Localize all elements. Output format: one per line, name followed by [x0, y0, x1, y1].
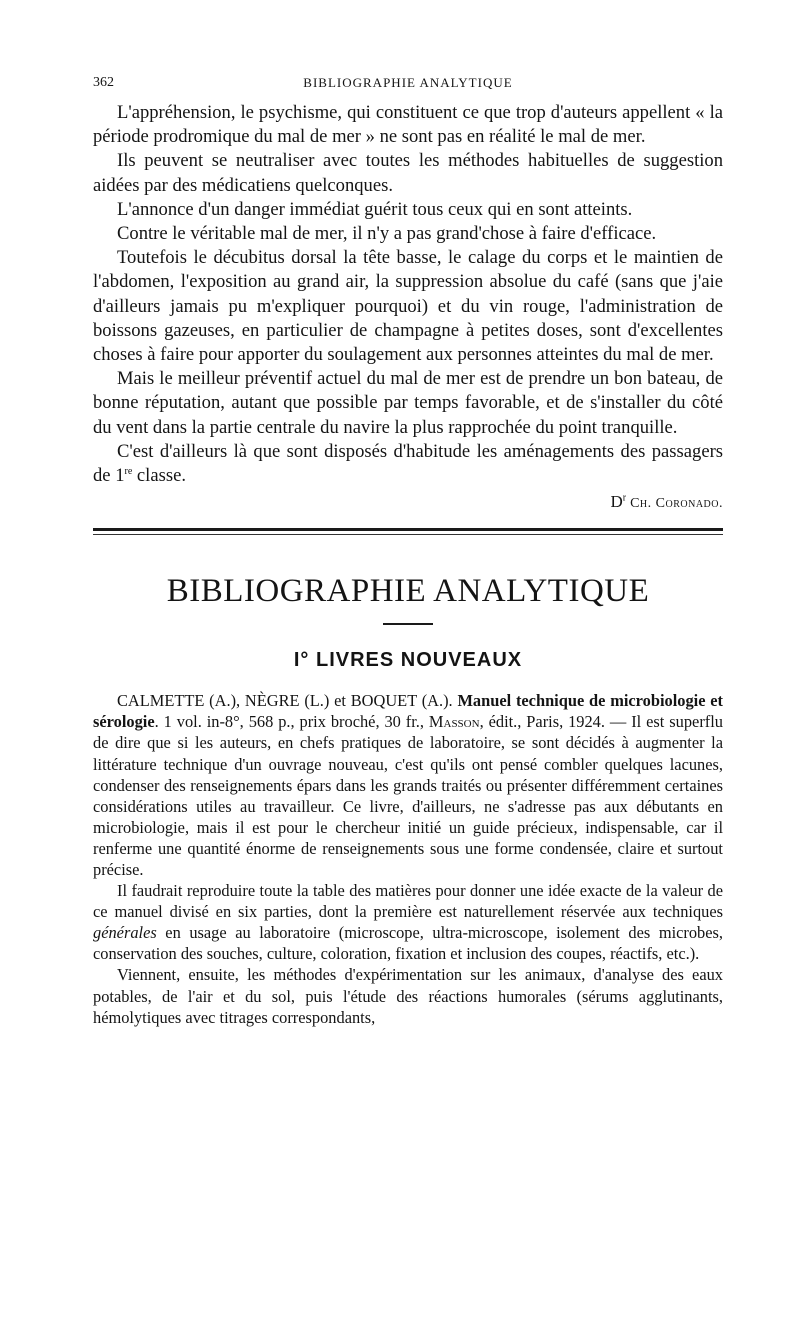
- page: [93, 75, 723, 1028]
- article-paragraph: Mais le meilleur préventif actuel du mal de mer est de prendre un bon bateau, de bonne réputation, autant que possible par temps favorable, et de s'installer du côté du vent dans la partie centrale du navire la plus rapprochée du point tranquille.: [93, 368, 723, 438]
- signature-prefix: D: [610, 492, 623, 512]
- review-text: , édit., Paris, 1924. — Il est superflu de dire que si les auteurs, en chefs pratiques de laboratoire, se sont décidés à augmenter la littérature technique d'un ouvrage nouveau, c'est qu'ils ont pensé combler quelques lacunes, condenser des renseignements épars dans les grands traités ou présenter différemment certaines considérations utiles au travailleur. Ce livre, d'ailleurs, ne s'adresse pas aux débutants en microbiologie, mais il est pour le chercheur initié un guide précieux, indispensable, car il renferme une quantité énorme de renseignements sous une forme condensée, claire et surtout précise.: [93, 712, 723, 879]
- article-paragraph: Toutefois le décubitus dorsal la tête basse, le calage du corps et le maintien de l'abdomen, l'exposition au grand air, la suppression absolue du café (sans que j'aie d'ailleurs jamais pu m'expliquer pourquoi) et du vin rouge, l'administration de boissons gazeuses, en particulier de champagne à petites doses, sont d'excellentes choses à faire pour apporter du soulagement aux personnes atteintes du mal de mer.: [93, 247, 723, 366]
- article-paragraph: Contre le véritable mal de mer, il n'y a pas grand'chose à faire d'efficace.: [117, 223, 657, 245]
- article-paragraph: L'appréhension, le psychisme, qui constituent ce que trop d'auteurs appellent « la période prodromique du mal de mer » ne sont pas en réalité le mal de mer.: [93, 102, 723, 148]
- page-number: 362: [93, 75, 114, 90]
- signature-name: Ch. Coronado.: [626, 496, 723, 512]
- review-paragraph: Viennent, ensuite, les méthodes d'expérimentation sur les animaux, d'analyse des eaux potables, de l'air et du sol, puis l'étude des réactions humorales (sérums agglutinants, hémolytiques avec titrages correspondants,: [93, 965, 723, 1027]
- running-head: [93, 75, 723, 101]
- text-run: classe.: [132, 465, 186, 487]
- title-underline: [383, 623, 433, 625]
- review-book-title: Manuel technique de microbiologie et sérologie: [93, 691, 724, 732]
- text-run: en usage au laboratoire (microscope, ultra-microscope, isolement des microbes, conservation des souches, culture, coloration, fixation et inclusion des coupes, réactifs, etc.).: [93, 923, 723, 964]
- review-authors: CALMETTE (A.), NÈGRE (L.) et BOQUET (A.).: [117, 691, 458, 711]
- text-run: C'est d'ailleurs là que sont disposés d'habitude les aménagements des passagers de 1: [93, 440, 723, 487]
- article-paragraph: Ils peuvent se neutraliser avec toutes les méthodes habituelles de suggestion aidées par des médicatiens quelconques.: [93, 150, 723, 196]
- book-review: [93, 690, 723, 1028]
- article-paragraph: L'annonce d'un danger immédiat guérit tous ceux qui en sont atteints.: [117, 198, 633, 220]
- signature-prefix-sup: r: [622, 492, 627, 504]
- review-details: . 1 vol. in-8°, 568 p., prix broché, 30 fr.,: [154, 712, 429, 732]
- text-run: Il faudrait reproduire toute la table des matières pour donner une idée exacte de la valeur de ce manuel divisé en six parties, dont la première est naturellement réservée aux techniques: [93, 881, 723, 922]
- review-publisher: Masson: [428, 712, 480, 732]
- article-body: [93, 101, 723, 488]
- italic-term: générales: [93, 923, 157, 943]
- article-paragraph-last: [93, 440, 723, 488]
- running-title: BIBLIOGRAPHIE ANALYTIQUE: [303, 75, 513, 90]
- section-title: BIBLIOGRAPHIE ANALYTIQUE: [166, 573, 650, 610]
- section-divider-thin: [93, 534, 723, 535]
- author-signature: [93, 490, 723, 516]
- ordinal-superscript: re: [124, 465, 133, 477]
- review-paragraph: [93, 880, 723, 964]
- subsection-title: I° LIVRES NOUVEAUX: [293, 649, 523, 672]
- section-divider-thick: [93, 528, 723, 531]
- review-paragraph: [93, 690, 723, 880]
